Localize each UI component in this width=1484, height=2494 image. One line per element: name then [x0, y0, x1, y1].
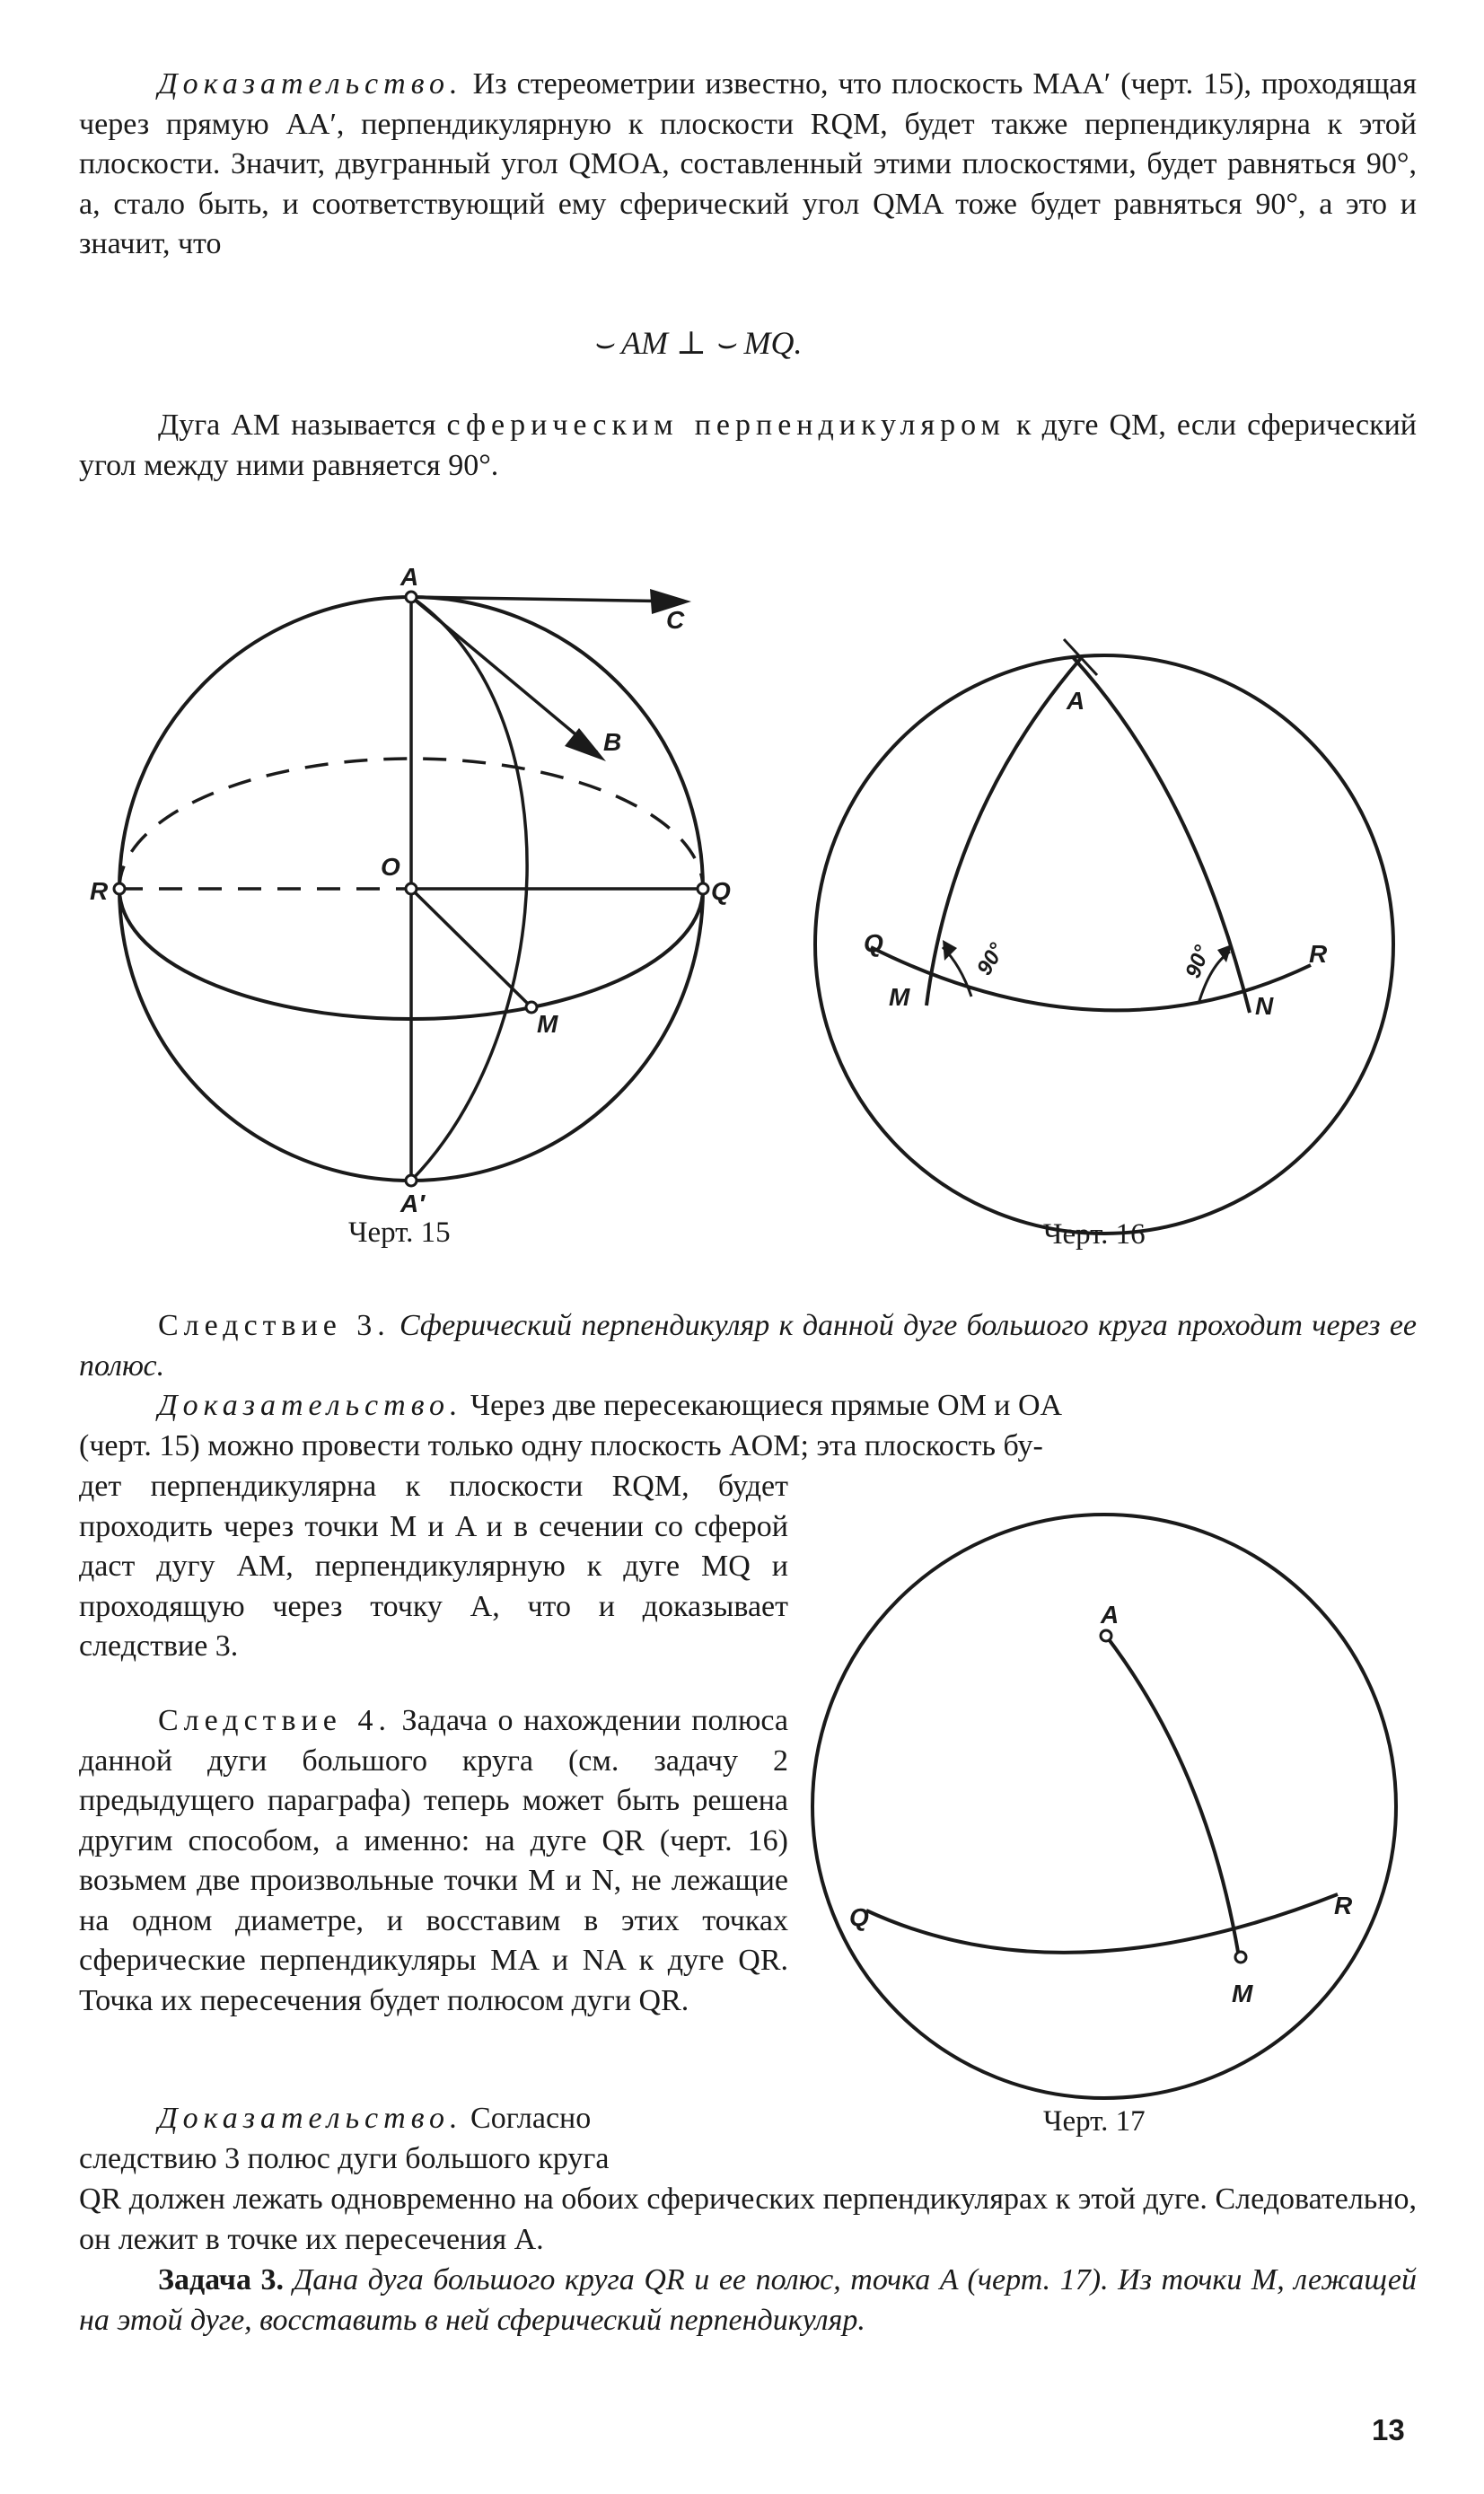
label-M-17: M [1232, 1980, 1253, 2007]
label-C: C [666, 606, 685, 634]
label-R: R [90, 877, 109, 905]
proof-2-heading: Доказательство. [158, 1389, 463, 1422]
definition-post: к дуге QM, если сферический угол между ними равняется 90°. [79, 408, 1417, 482]
proof-3-line1-text: Согласно [462, 2102, 592, 2135]
label-O: O [381, 853, 400, 881]
task-3 [79, 2261, 1417, 2340]
label-M-16: M [889, 983, 910, 1011]
label-Q-17: Q [849, 1903, 869, 1931]
label-A-16: A [1067, 687, 1085, 715]
arc-AM-17 [1106, 1636, 1239, 1957]
proof-3-line-2: следствию 3 полюс дуги большого круга [79, 2142, 610, 2175]
figure-15-caption: Черт. 15 [348, 1216, 451, 1249]
angle-label-1: 90° [971, 939, 1010, 979]
label-R-16: R [1309, 940, 1328, 968]
label-M: M [537, 1010, 558, 1038]
label-Q: Q [711, 877, 731, 905]
proof-heading: Доказательство. [158, 67, 463, 101]
label-A-prime: A′ [400, 1190, 425, 1217]
proof-3-heading: Доказательство. [158, 2102, 463, 2135]
label-Q-16: Q [864, 929, 883, 957]
corollary-4-heading: Следствие 4. [158, 1704, 391, 1737]
label-R-17: R [1334, 1892, 1353, 1919]
page-number: 13 [1372, 2413, 1405, 2446]
task-3-heading: Задача 3. [158, 2263, 285, 2296]
task-3-text: Дана дуга большого круга QR и ее полюс, точка A (черт. 17). Из точки M, лежащей на этой дуге, восставить в ней сферический перпендикуляр. [79, 2263, 1418, 2337]
figure-17-caption: Черт. 17 [1043, 2105, 1146, 2138]
label-A-17: A [1101, 1601, 1120, 1629]
corollary-3-text: Сферический перпендикуляр к данной дуге большого круга проходит через ее полюс. [79, 1309, 1418, 1383]
proof-2-rest: дет перпендикулярна к плоскости RQM, будет проходить через точки M и A и в сечении со сферой даст дугу AM, перпендикулярную к дуге MQ и проходящую через точку A, что и доказывает следствие 3. [79, 1470, 788, 1663]
arc-QR-17 [866, 1894, 1338, 1953]
label-N-16: N [1255, 992, 1274, 1020]
proof-text: Из стереометрии известно, что плоскость MAA′ (черт. 15), проходящая через прямую AA′, перпендикулярную к плоскости RQM, будет также перпендикулярна к этой плоскости. Значит, двугранный угол QMOA, составленный этими плоскостями, будет равняться 90°, а, стало быть, и соответствующий ему сферический угол QMA тоже будет равняться 90°, а это и значит, что [79, 67, 1417, 260]
figure-16-caption: Черт. 16 [1043, 1218, 1146, 1251]
formula-perpendicular: ⌣ AM ⊥ ⌣ MQ. [593, 325, 803, 361]
label-A: A [400, 563, 419, 591]
angle-label-2: 90° [1181, 942, 1216, 982]
proof-2-line-2: (черт. 15) можно провести только одну плоскость AOM; эта плоскость бу- [79, 1429, 1043, 1462]
definition-pre: Дуга AM называется [158, 408, 447, 442]
proof-3-rest: QR должен лежать одновременно на обоих сферических перпендикулярах к этой дуге. Следовательно, он лежит в точке их пересечения A. [79, 2182, 1417, 2256]
corollary-4-text: Задача о нахождении полюса данной дуги большого круга (см. задачу 2 предыдущего параграфа) теперь может быть решена другим способом, а именно: на дуге QR (черт. 16) возьмем две произвольные точки M и N, не лежащие на одном диаметре, и восставим в этих точках сферические перпендикуляры MA и NA к дуге QR. Точка их пересечения будет полюсом дуги QR. [79, 1704, 788, 2017]
proof-2-line1-text: Через две пересекающиеся прямые OM и OA [462, 1389, 1063, 1422]
corollary-3-heading: Следствие 3. [158, 1309, 391, 1342]
label-B: B [603, 728, 622, 756]
definition-term: сферическим перпендикуляром [446, 408, 1006, 442]
